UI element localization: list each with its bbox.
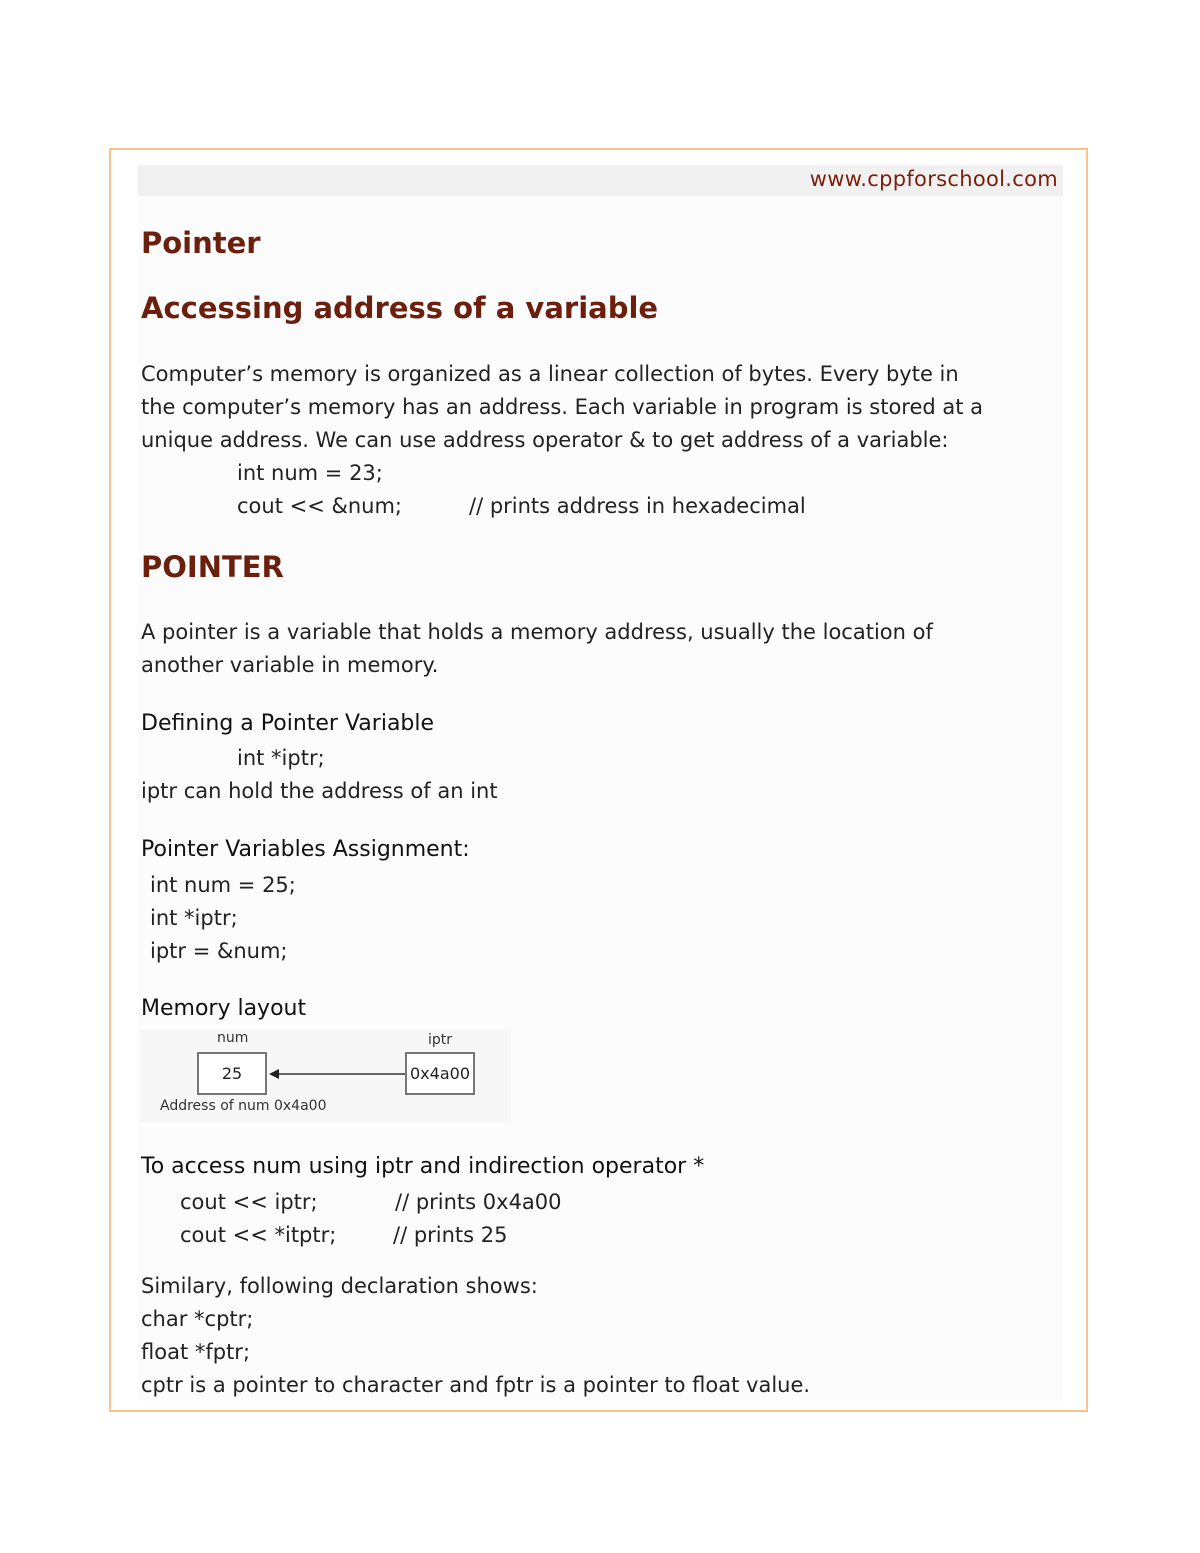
code-line: float *fptr; xyxy=(141,1340,251,1364)
code-comment: // prints 0x4a00 xyxy=(395,1190,562,1214)
subheading-defining: Defining a Pointer Variable xyxy=(141,711,435,736)
iptr-box: 0x4a00 xyxy=(405,1052,475,1095)
address-caption: Address of num 0x4a00 xyxy=(160,1098,327,1114)
defining-note: iptr can hold the address of an int xyxy=(141,779,498,803)
pointer-arrow xyxy=(267,1060,407,1090)
paragraph-line: Computer’s memory is organized as a linear collection of bytes. Every byte in xyxy=(141,362,959,386)
paragraph-memory xyxy=(141,358,983,457)
paragraph-line: A pointer is a variable that holds a memory address, usually the location of xyxy=(141,620,933,644)
paragraph-line: the computer’s memory has an address. Each variable in program is stored at a xyxy=(141,395,984,419)
code-comment: // prints 25 xyxy=(393,1223,508,1247)
num-label: num xyxy=(217,1030,249,1046)
section-heading-pointer: POINTER xyxy=(141,550,284,584)
code-line: cout << *itptr; xyxy=(180,1223,337,1247)
iptr-label: iptr xyxy=(428,1032,453,1048)
code-line: int *iptr; xyxy=(237,746,325,770)
subheading-memory-layout: Memory layout xyxy=(141,996,307,1021)
paragraph-line: Similary, following declaration shows: xyxy=(141,1274,538,1298)
code-line: int num = 25; xyxy=(150,873,296,897)
paragraph-pointer xyxy=(141,616,933,682)
subheading-access: To access num using iptr and indirection operator * xyxy=(141,1154,705,1179)
similarly-block xyxy=(141,1270,810,1402)
code-line: char *cptr; xyxy=(141,1307,254,1331)
code-line: cout << iptr; xyxy=(180,1190,318,1214)
paragraph-line: another variable in memory. xyxy=(141,653,439,677)
paragraph-line: unique address. We can use address operator & to get address of a variable: xyxy=(141,428,949,452)
num-box: 25 xyxy=(197,1052,267,1095)
memory-layout-diagram xyxy=(141,1030,511,1122)
site-url: www.cppforschool.com xyxy=(809,167,1058,191)
code-line: iptr = &num; xyxy=(150,939,288,963)
code-comment: // prints address in hexadecimal xyxy=(469,494,806,518)
code-line: int num = 23; xyxy=(237,461,383,485)
page-title: Pointer xyxy=(141,226,261,260)
code-line: cout << &num; xyxy=(237,494,403,518)
section-heading-address: Accessing address of a variable xyxy=(141,291,659,325)
subheading-assignment: Pointer Variables Assignment: xyxy=(141,837,470,862)
paragraph-line: cptr is a pointer to character and fptr is a pointer to float value. xyxy=(141,1373,811,1397)
code-line: int *iptr; xyxy=(150,906,238,930)
